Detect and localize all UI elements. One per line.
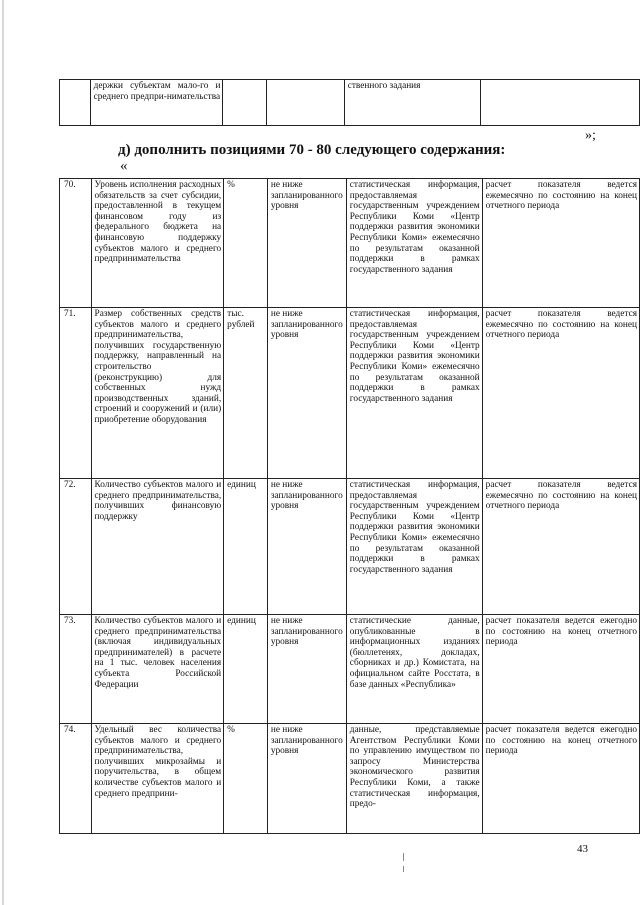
cell-indicator: Размер собственных средств субъектов малого и среднего предпринимательства, получивших государственную поддержку, направленный на строительство (реконструкцию) для собственных нужд производственных зданий, строений и сооружений и (или) приобретение оборудования: [91, 308, 224, 479]
table-row: [60, 80, 640, 126]
cell-indicator: Количество субъектов малого и среднего предпринимательства (включая индивидуальных предпринимателей) в расчете на 1 тыс. человек населения субъекта Российской Федерации: [91, 615, 224, 724]
cell-calc: расчет показателя ведется ежемесячно по состоянию на конец отчетного периода: [482, 308, 639, 479]
cell-num: 73.: [60, 615, 92, 724]
cell-indicator: Количество субъектов малого и среднего предпринимательства, получивших финансовую поддержку: [91, 479, 224, 615]
section-heading: д) дополнить позициями 70 - 80 следующего содержания:: [118, 142, 506, 158]
table-row: [60, 615, 640, 724]
cell-unit: единиц: [224, 479, 268, 615]
previous-table-fragment: [59, 79, 640, 126]
closing-quote: »;: [585, 128, 596, 143]
cell-target: не ниже запланированного уровня: [267, 308, 346, 479]
cell-calc: расчет показателя ведется ежемесячно по состоянию на конец отчетного периода: [482, 479, 639, 615]
cell-source: статистическая информация, предоставляемая государственным учреждением Республики Коми «Центр поддержки развития экономики Республики Коми» ежемесячно по результатам оказанной поддержки в рамках государственного задания: [346, 479, 482, 615]
cell-source: данные, представляемые Агентством Республики Коми по управлению имуществом по запросу Министерства экономического развития Республики Коми, а также статистическая информация, предо-: [346, 724, 482, 834]
cell-calc: расчет показателя ведется ежемесячно по состоянию на конец отчетного периода: [482, 179, 639, 308]
cell-num: 71.: [60, 308, 92, 479]
cell-source: ственного задания: [344, 80, 481, 126]
cell-unit: %: [224, 179, 268, 308]
cell-calc: расчет показателя ведется ежегодно по состоянию на конец отчетного периода: [482, 724, 639, 834]
cell-num: 70.: [60, 179, 92, 308]
table-row: [60, 479, 640, 615]
page-edge-shadow: [2, 0, 4, 905]
cell-target: не ниже запланированного уровня: [267, 479, 346, 615]
cell-calc: [481, 80, 640, 126]
cell-unit: тыс. рублей: [224, 308, 268, 479]
cell-source: статистическая информация, предоставляемая государственным учреждением Республики Коми «Центр поддержки развития экономики Республики Коми» ежемесячно по результатам оказанной поддержки в рамках государственного задания: [346, 308, 482, 479]
cell-indicator: держки субъектам мало-го и среднего предпри-нимательства: [90, 80, 223, 126]
cell-target: [266, 80, 344, 126]
cell-target: не ниже запланированного уровня: [267, 179, 346, 308]
cell-num: 72.: [60, 479, 92, 615]
cell-indicator: Удельный вес количества субъектов малого и среднего предпринимательства, получивших микрозаймы и поручительства, в общем количестве субъектов малого и среднего предприни-: [91, 724, 224, 834]
page-number: 43: [577, 843, 588, 855]
cell-unit: %: [224, 724, 268, 834]
cell-num: 74.: [60, 724, 92, 834]
cell-num: [60, 80, 91, 126]
cell-indicator: Уровень исполнения расходных обязательств за счет субсидии, предоставленной в текущем финансовом году из федерального бюджета на финансовую поддержку субъектов малого и среднего предпринимательства: [91, 179, 224, 308]
indicators-table: [59, 178, 640, 834]
table-row: [60, 724, 640, 834]
cell-target: не ниже запланированного уровня: [267, 615, 346, 724]
table-row: [60, 179, 640, 308]
cell-target: не ниже запланированного уровня: [267, 724, 346, 834]
cell-unit: единиц: [224, 615, 268, 724]
scan-mark: [403, 866, 404, 872]
scan-mark: [403, 853, 404, 861]
table-row: [60, 308, 640, 479]
cell-source: статистическая информация, предоставляемая государственным учреждением Республики Коми «Центр поддержки развития экономики Республики Коми» ежемесячно по результатам оказанной поддержки в рамках государственного задания: [346, 179, 482, 308]
cell-calc: расчет показателя ведется ежегодно по состоянию на конец отчетного периода: [482, 615, 639, 724]
cell-unit: [223, 80, 266, 126]
cell-source: статистические данные, опубликованные в информационных изданиях (бюллетенях, докладах, сборниках и др.) Комистата, на официальном сайте Росстата, в базе данных «Республика»: [346, 615, 482, 724]
opening-quote: «: [120, 158, 128, 174]
